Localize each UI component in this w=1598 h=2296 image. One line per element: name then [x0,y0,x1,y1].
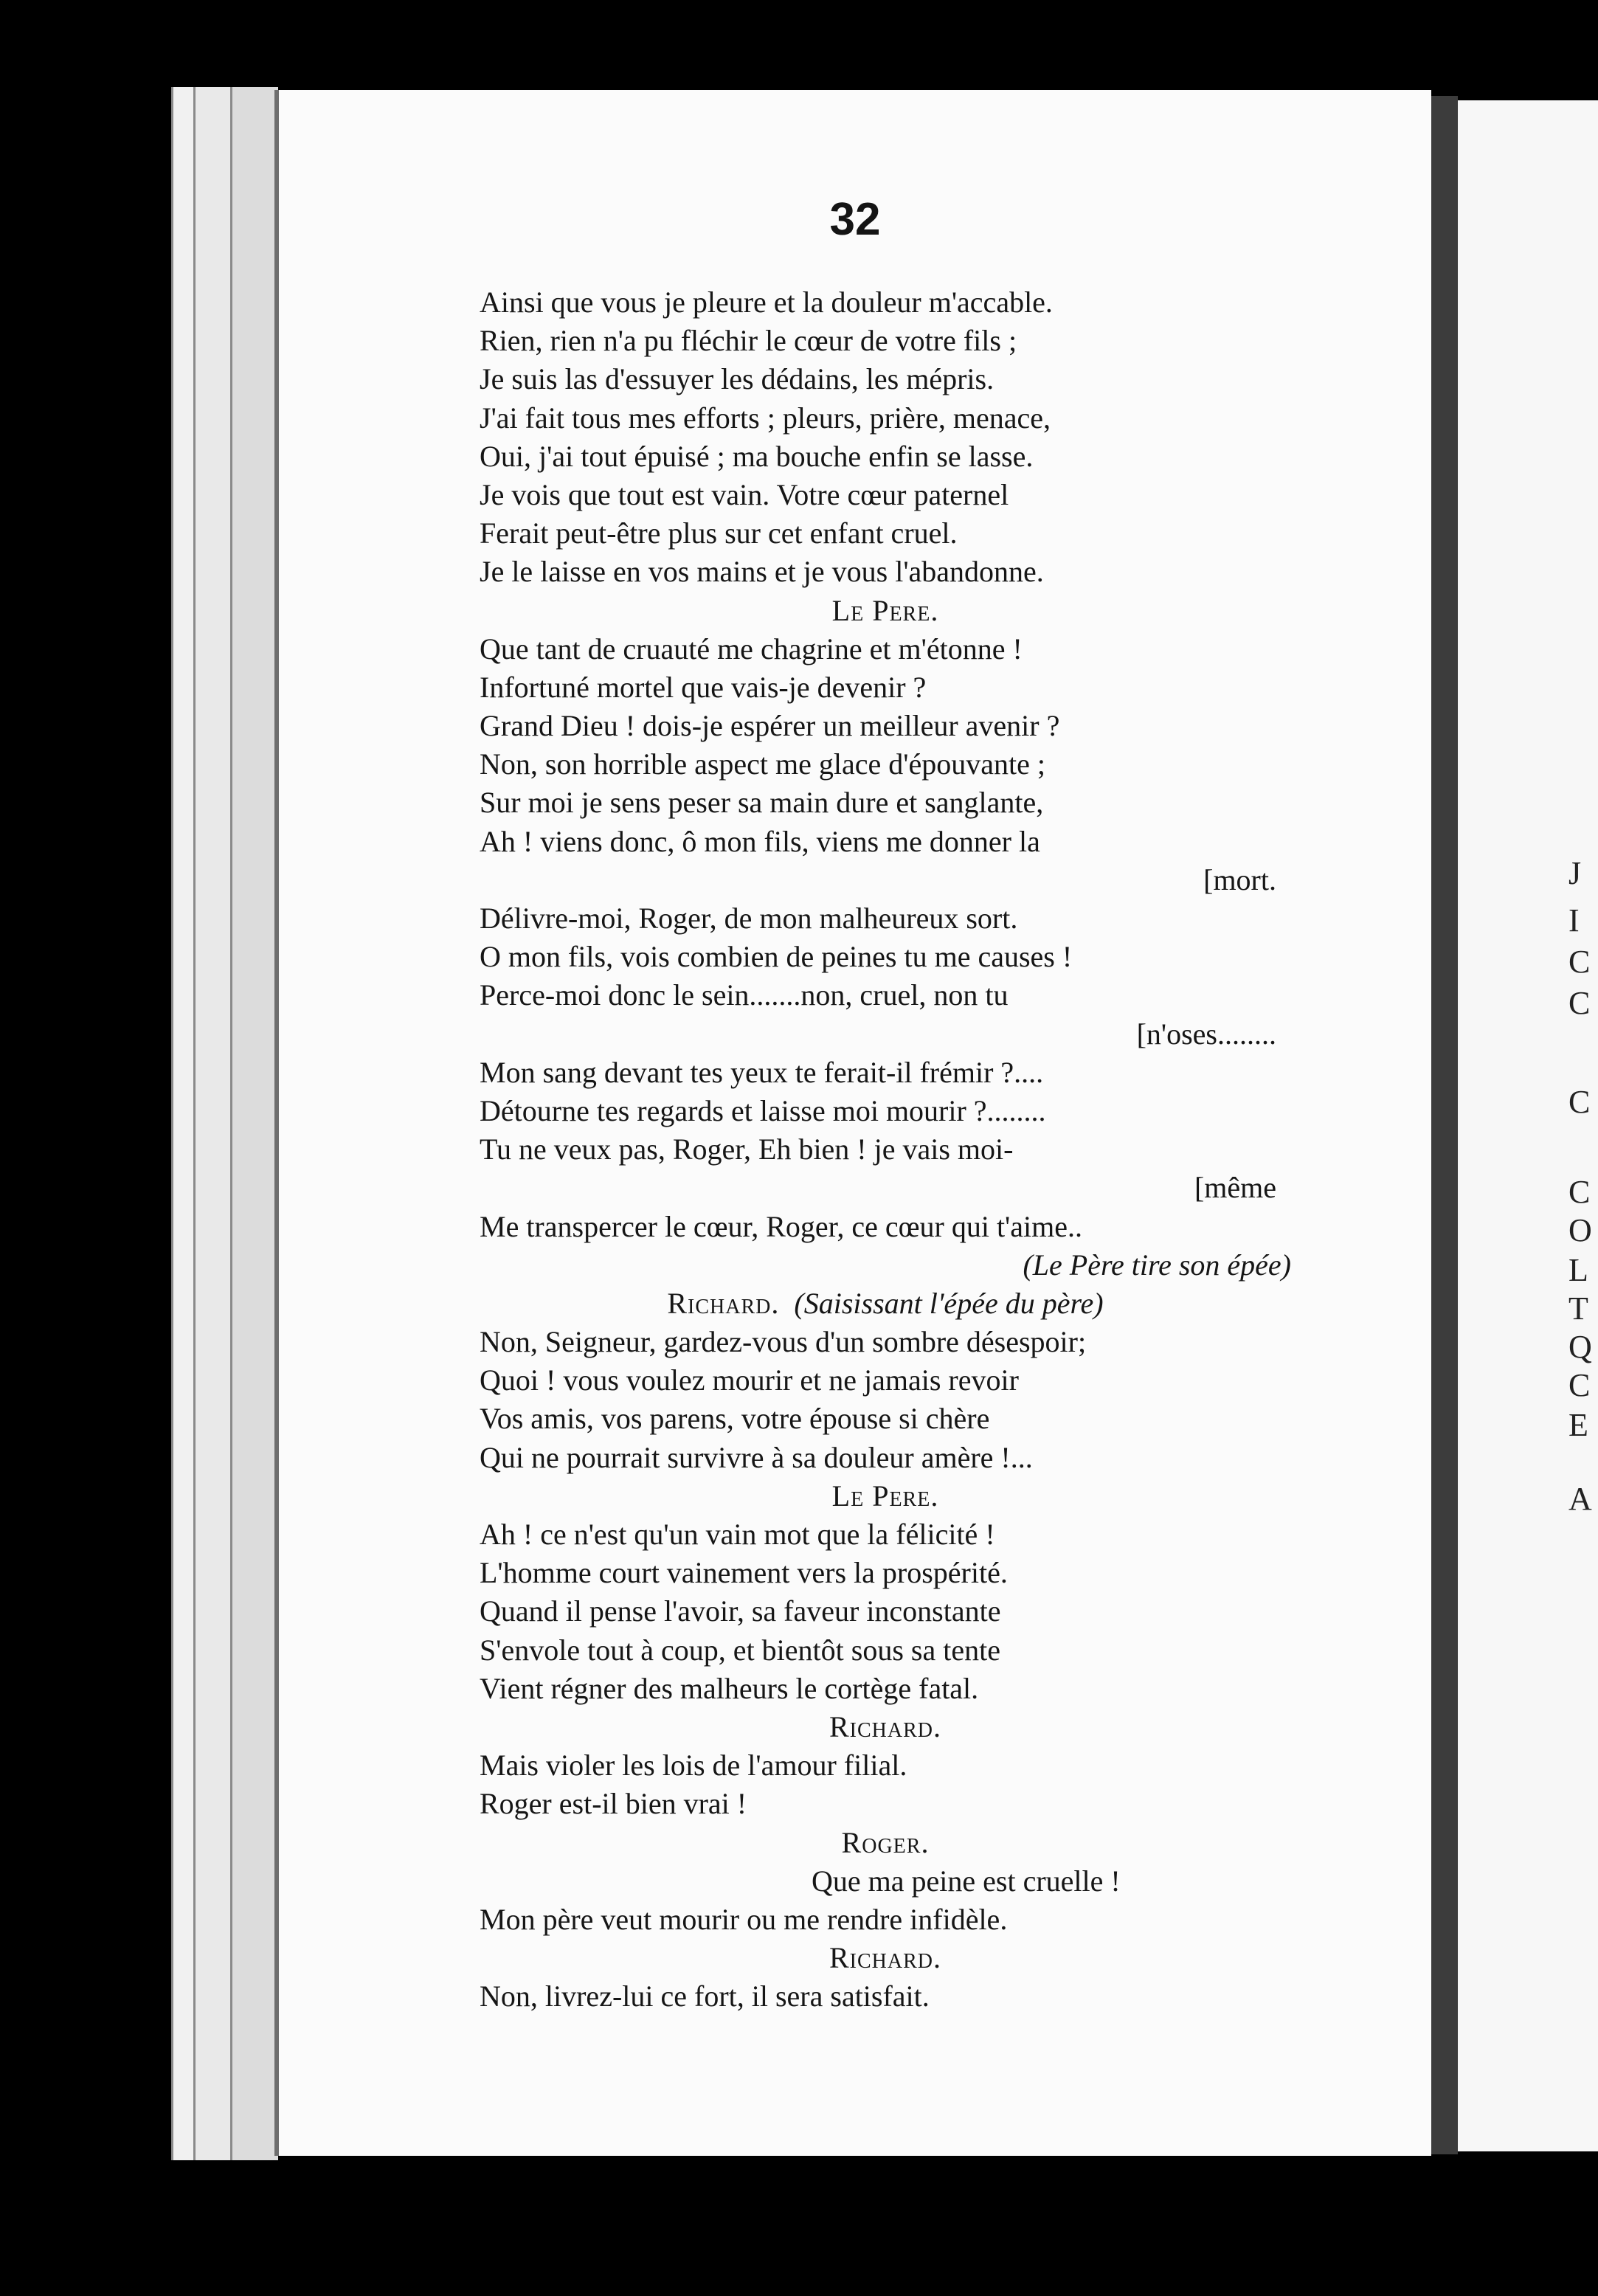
verse-line: Grand Dieu ! dois-je espérer un meilleur avenir ? [480,709,1060,743]
verse-line: Non, Seigneur, gardez-vous d'un sombre désespoir; [480,1325,1087,1359]
verse-line: Que tant de cruauté me chagrine et m'étonne ! [480,632,1023,665]
speaker-name [480,1477,1291,1515]
verse-line: Infortuné mortel que vais-je devenir ? [480,670,927,704]
verse-line: Délivre-moi, Roger, de mon malheureux sort. [480,902,1018,935]
verse-line: Perce-moi donc le sein.......non, cruel, non tu [480,978,1009,1012]
facing-page-letter: I [1568,902,1580,938]
facing-page-letter: C [1568,1367,1591,1403]
verse-line: Je le laisse en vos mains et je vous l'abandonne. [480,555,1044,589]
page-stack-edge [193,87,232,2160]
speaker-label: Richard. [829,1709,942,1743]
verse-turnover: [mort. [1203,862,1276,896]
verse-turnover: [n'oses........ [1136,1017,1276,1051]
verse-line: Non, son horrible aspect me glace d'épouvante ; [480,747,1045,781]
verse-line: Me transpercer le cœur, Roger, ce cœur qui t'aime.. [480,1209,1082,1243]
verse-line: Rien, rien n'a pu fléchir le cœur de votre fils ; [480,324,1017,358]
facing-page-letter: E [1568,1407,1588,1443]
facing-page-letter: J [1568,855,1582,891]
verse-line: Je vois que tout est vain. Votre cœur paternel [480,477,1009,511]
stage-direction: (Saisissant l'épée du père) [794,1286,1104,1320]
facing-page [1458,100,1598,2151]
verse-line: Tu ne veux pas, Roger, Eh bien ! je vais moi- [480,1133,1014,1166]
speaker-label: Richard. [667,1286,780,1320]
speaker-name [480,592,1291,630]
facing-page-letter: C [1568,944,1591,980]
stage-direction: (Le Père tire son épée) [1023,1248,1291,1282]
verse-line: Mais violer les lois de l'amour filial. [480,1749,907,1782]
verse-line: Mon père veut mourir ou me rendre infidèle. [480,1902,1008,1936]
speaker-label: Richard. [829,1941,942,1975]
page-stack-edge [230,87,278,2160]
speaker-label: Roger. [841,1825,930,1859]
verse-line: O mon fils, vois combien de peines tu me causes ! [480,940,1073,974]
verse-line: Quoi ! vous voulez mourir et ne jamais revoir [480,1363,1019,1397]
page-stack-edge [171,87,196,2160]
facing-page-letter: Q [1568,1329,1592,1365]
verse-line: Que ma peine est cruelle ! [812,1864,1121,1898]
facing-page-letter: C [1568,985,1591,1021]
speaker-name [480,1708,1291,1746]
speaker-with-direction [480,1284,1291,1323]
book-page [274,90,1431,2156]
verse-line: Ah ! viens donc, ô mon fils, viens me donner la [480,824,1040,858]
verse-line: Oui, j'ai tout épuisé ; ma bouche enfin se lasse. [480,439,1034,473]
poem-text [480,283,1291,2016]
verse-line: Sur moi je sens peser sa main dure et sanglante, [480,786,1044,820]
verse-line: Mon sang devant tes yeux te ferait-il frémir ?.... [480,1055,1044,1089]
verse-line: Quand il pense l'avoir, sa faveur inconstante [480,1594,1001,1628]
verse-line: Vos amis, vos parens, votre épouse si chère [480,1402,990,1436]
facing-page-letter: O [1568,1212,1592,1248]
facing-page-letter: C [1568,1084,1591,1120]
verse-line: Roger est-il bien vrai ! [480,1787,747,1821]
speaker-label: Le Pere. [831,1479,939,1512]
verse-line: Non, livrez-lui ce fort, il sera satisfait. [480,1979,930,2013]
facing-page-letter: A [1568,1481,1592,1517]
verse-line: Détourne tes regards et laisse moi mourir ?........ [480,1093,1046,1127]
verse-line: Ferait peut-être plus sur cet enfant cruel. [480,516,958,550]
verse-turnover: [même [1194,1171,1276,1205]
book-gutter [1431,96,1458,2154]
verse-line: Ainsi que vous je pleure et la douleur m'accable. [480,286,1053,319]
speaker-label: Le Pere. [831,593,939,627]
verse-line: L'homme court vainement vers la prospérité. [480,1556,1008,1590]
verse-line: J'ai fait tous mes efforts ; pleurs, prière, menace, [480,401,1051,435]
verse-line: Vient régner des malheurs le cortège fatal. [480,1671,979,1705]
verse-line: Qui ne pourrait survivre à sa douleur amère !... [480,1440,1033,1474]
verse-line: S'envole tout à coup, et bientôt sous sa tente [480,1633,1000,1667]
page-number: 32 [829,194,881,245]
verse-line: Ah ! ce n'est qu'un vain mot que la félicité ! [480,1518,995,1551]
speaker-name [480,1939,1291,1977]
verse-line: Je suis las d'essuyer les dédains, les mépris. [480,362,995,396]
facing-page-letter: C [1568,1174,1591,1210]
facing-page-letter: T [1568,1290,1588,1327]
speaker-name [480,1824,1291,1862]
facing-page-letter: L [1568,1252,1588,1288]
